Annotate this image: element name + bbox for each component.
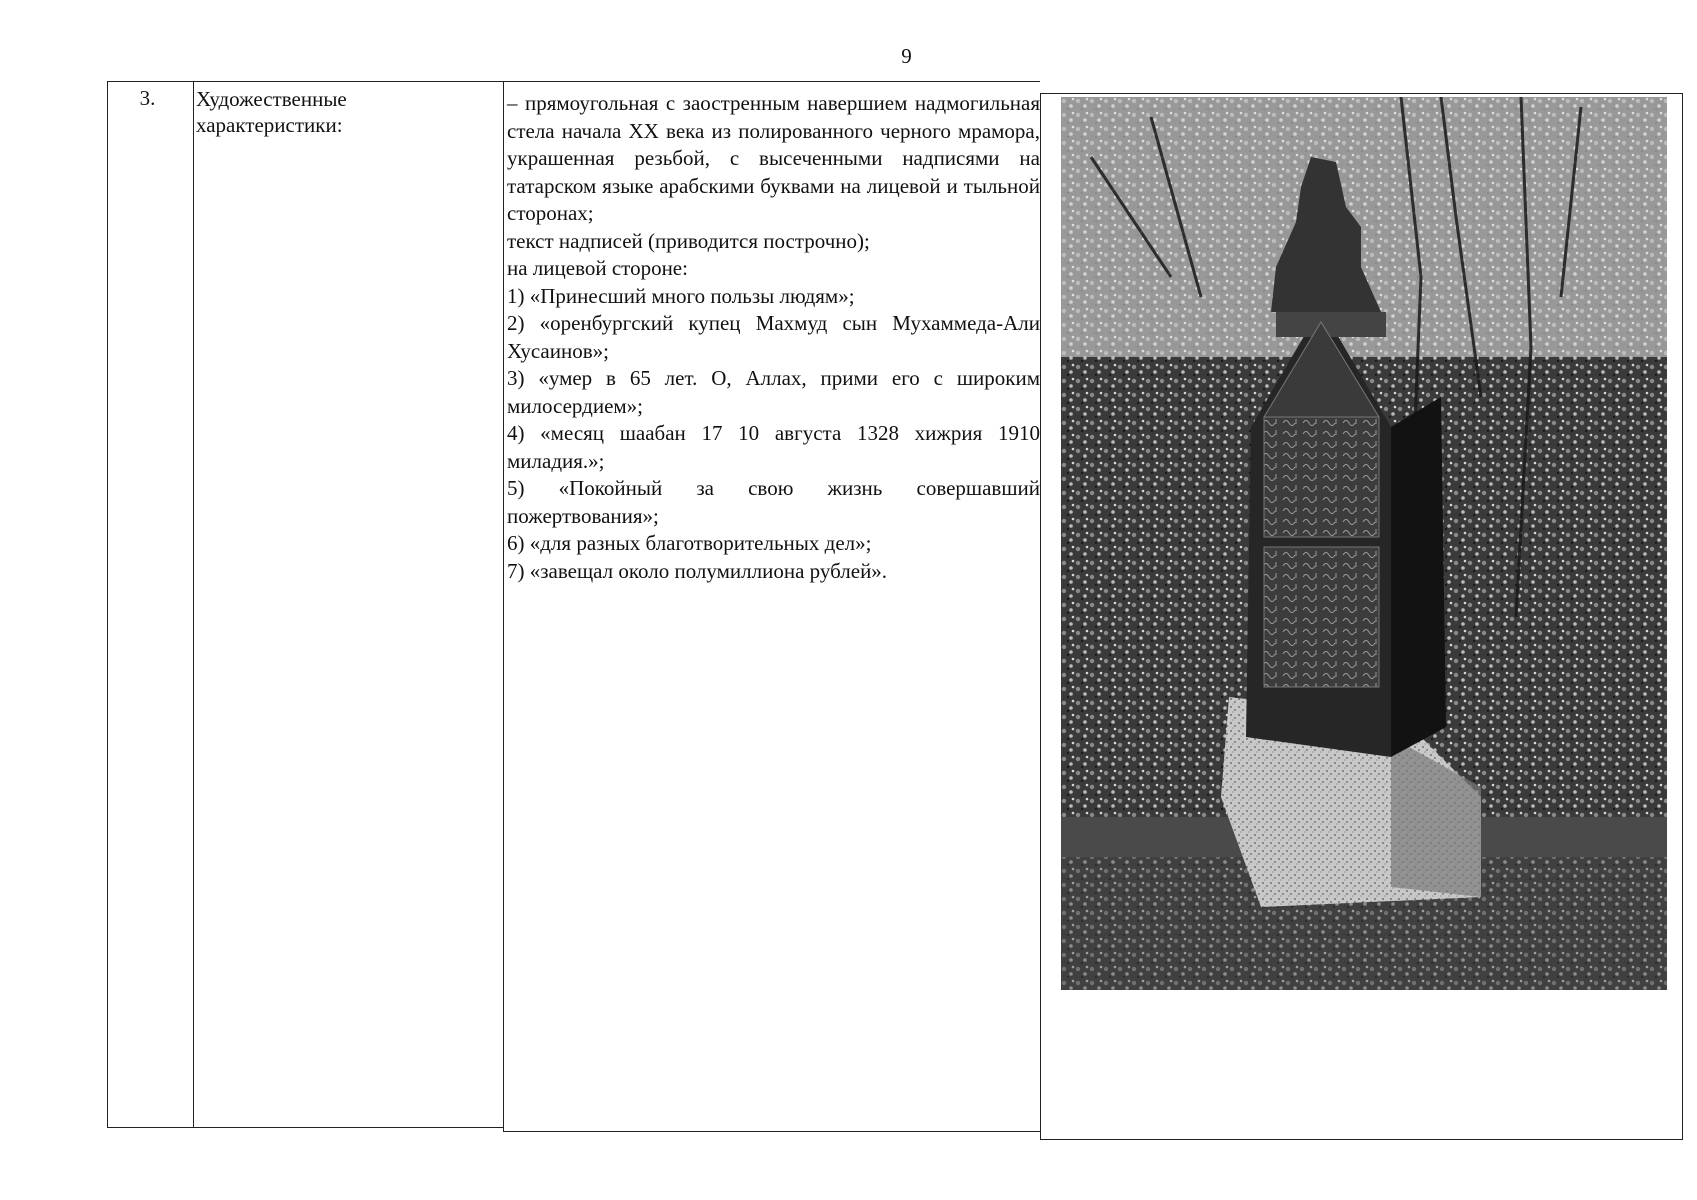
characteristics-table (107, 81, 1683, 1128)
page-number: 9 (901, 44, 912, 68)
row-title-cell (193, 81, 503, 1128)
inscription-line-2: 2) «оренбургский купец Махмуд сын Мухаммеда-Али Хусаинов»; (507, 311, 1040, 363)
row-title: Художественные характеристики: (196, 87, 347, 137)
row-number-cell (107, 81, 193, 1128)
photo-cell (1040, 93, 1683, 1140)
inscription-line-1: 1) «Принесший много пользы людям»; (507, 283, 855, 308)
row-description-cell (503, 81, 1040, 1132)
description-intro: – прямоугольная с заостренным навершием надмогильная стела начала XX века из полированного черного мрамора, украшенная резьбой, с высеченными надписями на татарском языке арабскими буквами на лицевой и тыльной сторонах; (507, 91, 1040, 225)
inscription-line-3: 3) «умер в 65 лет. О, Аллах, прими его с широким милосердием»; (507, 366, 1040, 418)
description-side: на лицевой стороне: (507, 256, 688, 280)
inscription-line-7: 7) «завещал около полумиллиона рублей». (507, 558, 888, 583)
description-note: текст надписей (приводится построчно); (507, 228, 870, 253)
inscription-line-5: 5) «Покойный за свою жизнь совершавший пожертвования»; (507, 476, 1040, 528)
gravestone-photo (1061, 97, 1667, 990)
inscription-line-6: 6) «для разных благотворительных дел»; (507, 531, 872, 555)
inscription-line-4: 4) «месяц шаабан 17 10 августа 1328 хижрия 1910 миладия.»; (507, 421, 1040, 473)
row-number: 3. (139, 86, 156, 110)
